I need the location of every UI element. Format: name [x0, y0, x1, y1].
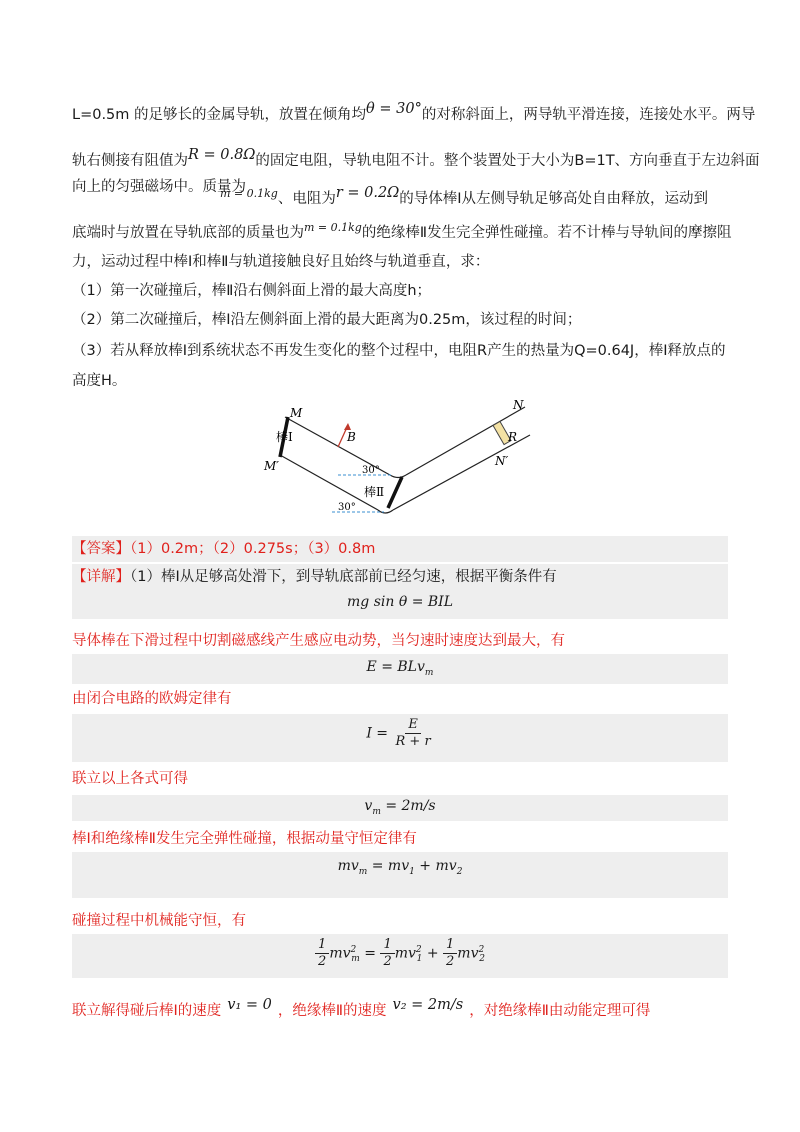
right-lower-rail: [393, 435, 530, 510]
problem-line-4b: [72, 222, 732, 245]
label-M-prime: M′: [264, 459, 280, 473]
problem-text: 的导体棒Ⅰ从左侧导轨足够高处自由释放，运动到: [399, 191, 709, 207]
solution-step-2: [72, 630, 732, 652]
question-2: [72, 309, 732, 331]
v1-formula: v₁ = 0: [227, 997, 272, 1013]
question-text: （1）第一次碰撞后，棒Ⅱ沿右侧斜面上滑的最大高度h；: [72, 283, 432, 299]
solution-step-4: [72, 768, 732, 790]
problem-line-5: [72, 251, 732, 273]
problem-text: 的固定电阻，导轨电阻不计。整个装置处于大小为B=1T、方向垂直于左边斜面: [255, 153, 760, 169]
answer-tag: 【答案】: [72, 541, 130, 557]
answer-text: （1）0.2m；（2）0.275s；（3）0.8m: [130, 541, 376, 557]
label-M: M: [290, 406, 303, 420]
solution-step-7: [72, 997, 732, 1022]
solution-text: 导体棒在下滑过程中切割磁感线产生感应电动势，当匀速时速度达到最大，有: [72, 633, 565, 649]
v2-formula: v₂ = 2m/s: [392, 997, 464, 1013]
problem-line-1: [72, 101, 756, 126]
fraction: $\frac{1}{2}$: [443, 937, 457, 970]
label-B: B: [347, 430, 356, 444]
upper-curve: [390, 475, 406, 478]
fraction-denominator: R + r: [395, 734, 431, 749]
problem-text: 、电阻为: [277, 191, 336, 207]
angle-label-bottom: 30°: [338, 502, 356, 513]
question-3-cont: [72, 370, 732, 392]
label-rod-2: 棒Ⅱ: [364, 485, 385, 499]
rod-2: [388, 477, 402, 508]
solution-text: （1）棒Ⅰ从足够高处滑下，到导轨底部前已经匀速，根据平衡条件有: [130, 569, 557, 585]
mass-formula-2: m = 0.1kg: [304, 221, 362, 234]
problem-line-2: [72, 147, 760, 172]
eq-text: v: [364, 798, 373, 814]
eq-text: I =: [366, 725, 389, 742]
fraction-numerator: E: [405, 717, 421, 734]
angle-formula: θ = 30°: [366, 101, 422, 117]
problem-line-3-cont: [220, 185, 740, 211]
solution-intro: [72, 566, 732, 588]
rail-diagram: [260, 395, 550, 525]
fraction: $\frac{1}{2}$: [380, 937, 394, 970]
label-R: R: [508, 430, 518, 444]
solution-step-3: [72, 688, 732, 710]
eq-text: = 2m/s: [380, 798, 436, 814]
solution-text: 由闭合电路的欧姆定律有: [72, 691, 232, 707]
solution-text: 棒Ⅰ和绝缘棒Ⅱ发生完全弹性碰撞，根据动量守恒定律有: [72, 831, 417, 847]
solution-text: ，对绝缘棒Ⅱ由动能定理可得: [469, 1003, 651, 1019]
resistance-r-formula: r = 0.2Ω: [335, 185, 400, 201]
problem-text: 的绝缘棒Ⅱ发生完全弹性碰撞。若不计棒与导轨间的摩擦阻: [361, 225, 732, 241]
mass-formula: m = 0.1kg: [220, 187, 278, 200]
solution-step-6: [72, 910, 732, 932]
lower-curve: [378, 510, 393, 513]
solution-step-5: [72, 828, 732, 850]
resistance-formula: R = 0.8Ω: [188, 147, 256, 163]
solution-text: 碰撞过程中机械能守恒，有: [72, 913, 246, 929]
question-text: （3）若从释放棒Ⅰ到系统状态不再发生变化的整个过程中，电阻R产生的热量为Q=0.64J，棒Ⅰ释放点的: [72, 343, 726, 359]
equation-2: [72, 659, 728, 678]
left-lower-rail: [280, 455, 378, 510]
equation-3: [72, 717, 728, 750]
fraction: [393, 717, 434, 750]
solution-text: ，绝缘棒Ⅱ的速度: [277, 1003, 387, 1019]
question-text: （2）第二次碰撞后，棒Ⅰ沿左侧斜面上滑的最大距离为0.25m，该过程的时间；: [72, 312, 582, 328]
label-rod-1: 棒Ⅰ: [276, 430, 293, 444]
label-N: N: [513, 398, 524, 412]
problem-text: 力，运动过程中棒Ⅰ和棒Ⅱ与轨道接触良好且始终与轨道垂直，求：: [72, 254, 490, 270]
problem-text: 的对称斜面上，两导轨平滑连接，连接处水平。两导: [421, 107, 756, 123]
problem-text: 底端时与放置在导轨底部的质量也为: [72, 225, 304, 241]
equation-6: $\frac{1}{2}$ $mv^2_m$ = $\frac{1}{2}$ $mv^2_1$ + $\frac{1}{2}$ $mv^2_2$: [72, 937, 728, 970]
angle-label-top: 30°: [362, 465, 380, 476]
eq-sub: m: [372, 806, 381, 817]
solution-text: 联立解得碰后棒Ⅰ的速度: [72, 1003, 222, 1019]
question-3: [72, 340, 732, 362]
field-arrow-head: [344, 423, 351, 430]
question-text: 高度H。: [72, 373, 127, 389]
eq-text: E = BLv: [366, 659, 425, 675]
solution-tag: 【详解】: [72, 569, 130, 585]
problem-text: 向上的匀强磁场中。质量为: [72, 179, 246, 195]
fraction: $\frac{1}{2}$: [315, 937, 329, 970]
problem-text: 轨右侧接有阻值为: [72, 153, 188, 169]
question-1: [72, 280, 732, 302]
problem-text: L=0.5m 的足够长的金属导轨，放置在倾角均: [72, 107, 367, 123]
solution-text: 联立以上各式可得: [72, 771, 188, 787]
equation-5: $mv_m = mv_1 + mv_2$: [337, 858, 463, 877]
answer-line: [72, 538, 732, 560]
eq-sub: m: [424, 667, 434, 678]
equation-1: mg sin θ = BIL: [347, 594, 453, 610]
label-N-prime: N′: [495, 454, 509, 468]
equation-4: [72, 798, 728, 817]
